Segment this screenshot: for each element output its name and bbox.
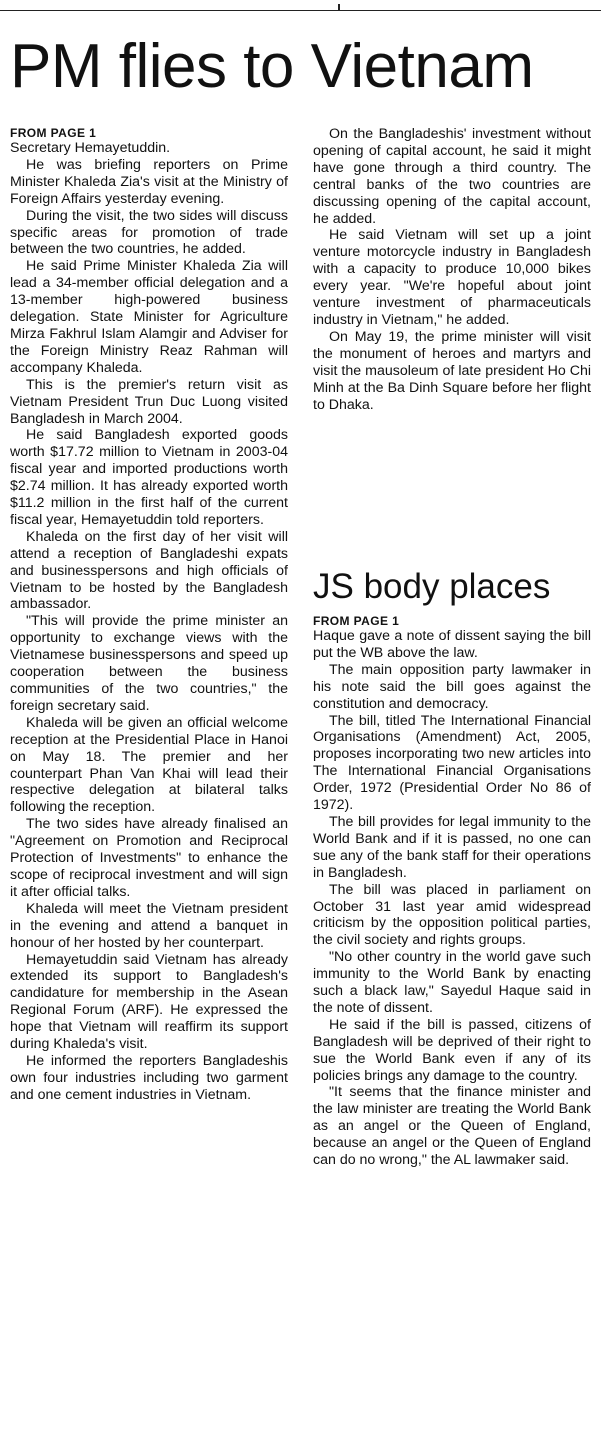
paragraph: Haque gave a note of dissent saying the bill put the WB above the law. xyxy=(313,628,591,661)
paragraph: Khaleda will be given an official welcome reception at the Presidential Place in Hanoi on May 18. The premier and her counterpart Phan Van Khai will lead their respective delegation at bilateral talks following the reception. xyxy=(10,714,288,816)
paragraph: He said Prime Minister Khaleda Zia will lead a 34-member official delegation and a 13-member high-powered business delegation. State Minister for Agriculture Mirza Fakhrul Islam Alamgir and Adviser for the Foreign Ministry Reaz Rahman will accompany Khaleda. xyxy=(10,258,288,376)
paragraph: He said Bangladesh exported goods worth $17.72 million to Vietnam in 2003-04 fiscal year and imported productions worth $2.74 million. It has already exported worth $11.2 million in the first half of the current fiscal year, Hemayetuddin told reporters. xyxy=(10,427,288,528)
paragraph: He said if the bill is passed, citizens of Bangladesh will be deprived of their right to sue the World Bank even if any of its policies brings any damage to the country. xyxy=(313,1016,591,1084)
paragraph: On May 19, the prime minister will visit the monument of heroes and martyrs and visit the mausoleum of late president Ho Chi Minh at the Ba Dinh Square before her flight to Dhaka. xyxy=(313,328,591,413)
column-right xyxy=(313,126,591,413)
paragraph: "This will provide the prime minister an opportunity to exchange views with the Vietnamese businesspersons and speed up cooperation between the business communities of the two countries," the foreign secretary said. xyxy=(10,613,288,714)
rule-tick xyxy=(338,4,340,11)
paragraph: Khaleda on the first day of her visit will attend a reception of Bangladeshi expats and businesspersons and high officials of Vietnam to be hosted by the Bangladesh ambassador. xyxy=(10,528,288,613)
paragraph: On the Bangladeshis' investment without opening of capital account, he said it might have gone through a third country. The central banks of the two countries are discussing opening of the capital account, he added. xyxy=(313,126,591,227)
paragraph: "No other country in the world gave such immunity to the World Bank by enacting such a black law," Sayedul Haque said in the note of dissent. xyxy=(313,949,591,1016)
paragraph: Secretary Hemayetuddin. xyxy=(10,140,171,156)
top-rule xyxy=(0,0,601,11)
column-left xyxy=(10,126,288,1104)
byline: FROM PAGE 1 xyxy=(10,126,97,140)
paragraph: This is the premier's return visit as Vietnam President Trun Duc Luong visited Bangladesh in March 2004. xyxy=(10,376,288,427)
paragraph: The bill was placed in parliament on October 31 last year amid widespread criticism by the opposition political parties, the civil society and rights groups. xyxy=(313,881,591,949)
paragraph: The two sides have already finalised an "Agreement on Promotion and Reciprocal Protection of Investments" to enhance the scope of reciprocal investment and will sign it after official talks. xyxy=(10,816,288,900)
headline-second: JS body places xyxy=(313,567,551,606)
headline-main: PM flies to Vietnam xyxy=(10,32,534,101)
paragraph: The bill, titled The International Financial Organisations (Amendment) Act, 2005, proposes incorporating two new articles into The International Financial Organisations Order, 1972 (Presidential Order No 86 of 1972). xyxy=(313,712,591,814)
paragraph: Khaleda will meet the Vietnam president in the evening and attend a banquet in honour of her hosted by her counterpart. xyxy=(10,900,288,951)
paragraph: "It seems that the finance minister and the law minister are treating the World Bank as an angel or the Queen of England, because an angel or the Queen of England can do no wrong," the AL lawmaker said. xyxy=(313,1084,591,1169)
paragraph: He was briefing reporters on Prime Minister Khaleda Zia's visit at the Ministry of Foreign Affairs yesterday evening. xyxy=(10,156,288,207)
paragraph: He said Vietnam will set up a joint venture motorcycle industry in Bangladesh with a capacity to produce 10,000 bikes every year. "We're hopeful about joint venture investment of pharmaceuticals industry in Vietnam," he added. xyxy=(313,227,591,328)
paragraph: The bill provides for legal immunity to the World Bank and if it is passed, no one can sue any of the bank staff for their operations in Bangladesh. xyxy=(313,813,591,881)
paragraph: He informed the reporters Bangladeshis own four industries including two garment and one cement industries in Vietnam. xyxy=(10,1052,288,1103)
paragraph: The main opposition party lawmaker in his note said the bill goes against the constitution and democracy. xyxy=(313,661,591,712)
paragraph: During the visit, the two sides will discuss specific areas for promotion of trade between the two countries, he added. xyxy=(10,207,288,258)
paragraph: Hemayetuddin said Vietnam has already extended its support to Bangladesh's candidature for membership in the Asean Regional Forum (ARF). He expressed the hope that Vietnam will reaffirm its support during Khaleda's visit. xyxy=(10,951,288,1053)
byline: FROM PAGE 1 xyxy=(313,614,400,628)
column-right-second-article xyxy=(313,614,591,1169)
